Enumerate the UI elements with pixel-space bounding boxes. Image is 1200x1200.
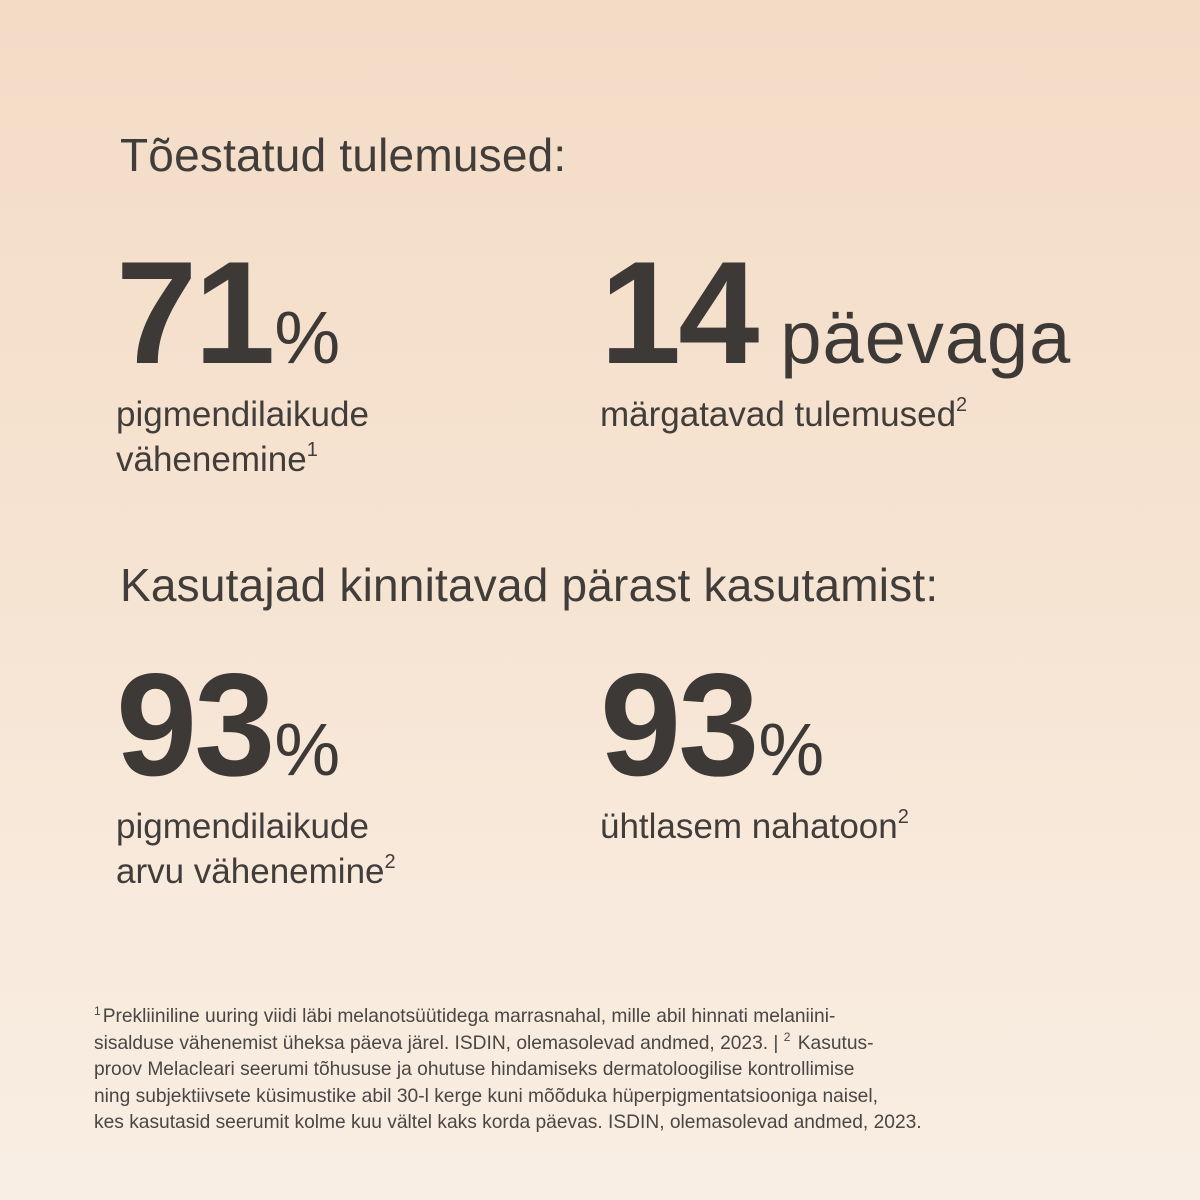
stat-value — [116, 643, 396, 806]
stat-even-skin-tone — [600, 643, 909, 849]
stat-unit: % — [274, 296, 341, 379]
stat-value — [600, 643, 909, 806]
footnote-text: sisalduse vähenemist üheksa päeva järel. ISDIN, olemasolevad andmed, 2023. | — [94, 1032, 784, 1054]
footnote-reference: 1 — [306, 439, 318, 462]
stat-description-line: arvu vähenemine — [116, 852, 385, 891]
footnote-line: proov Melacleari seerumi tõhususe ja ohutuse hindamiseks dermatoloogilise kontrollimise — [94, 1059, 855, 1080]
stat-description — [116, 804, 396, 894]
stat-description-line: märgatavad tulemused — [600, 395, 957, 434]
stat-value — [600, 231, 1072, 394]
stat-days-to-results — [600, 231, 1072, 437]
footnote-reference: 2 — [897, 806, 909, 829]
footnote-reference: 2 — [384, 851, 396, 874]
stat-value — [116, 231, 369, 394]
stat-number: 93 — [116, 643, 273, 806]
stat-unit: % — [274, 708, 341, 791]
stat-unit: % — [758, 708, 825, 791]
stat-pigment-spot-count-reduction — [116, 643, 396, 894]
stat-number: 93 — [600, 643, 757, 806]
footnote-line — [94, 1031, 1134, 1058]
stat-description-line: pigmendilaikude — [116, 807, 369, 846]
footnote-marker: 1 — [94, 1003, 101, 1018]
footnote-line: ning subjektiivsete küsimustike abil 30-l kerge kuni mõõduka hüperpigmentatsiooniga naisel, — [94, 1085, 878, 1107]
section-title-proven-results: Tõestatud tulemused: — [120, 129, 567, 181]
stat-description-line: pigmendilaikude — [116, 395, 369, 434]
footnote-line: kes kasutasid seerumit kolme kuu vältel kaks korda päevas. ISDIN, olemasolevad andmed, 2023. — [94, 1112, 922, 1133]
stat-description — [116, 392, 369, 482]
footnote-marker: 2 — [783, 1030, 791, 1045]
stat-pigment-spot-reduction — [116, 231, 369, 482]
footnotes — [94, 1004, 1134, 1137]
stat-number: 14 — [600, 231, 757, 394]
stat-description-line: vähenemine — [116, 440, 307, 479]
stat-description-line: ühtlasem nahatoon — [600, 807, 898, 846]
section-title-user-confirmed: Kasutajad kinnitavad pärast kasutamist: — [120, 559, 939, 611]
stat-unit: päevaga — [780, 296, 1072, 379]
footnote-text: Kasutus- — [792, 1032, 874, 1054]
stat-description — [600, 804, 909, 849]
stat-description — [600, 392, 1071, 437]
stat-number: 71 — [116, 231, 273, 394]
footnote-reference: 2 — [956, 394, 968, 417]
footnote-text: Prekliiniline uuring viidi läbi melanotsüütidega marrasnahal, mille abil hinnati melaniini- — [102, 1006, 836, 1027]
footnote-line — [94, 1004, 1134, 1031]
